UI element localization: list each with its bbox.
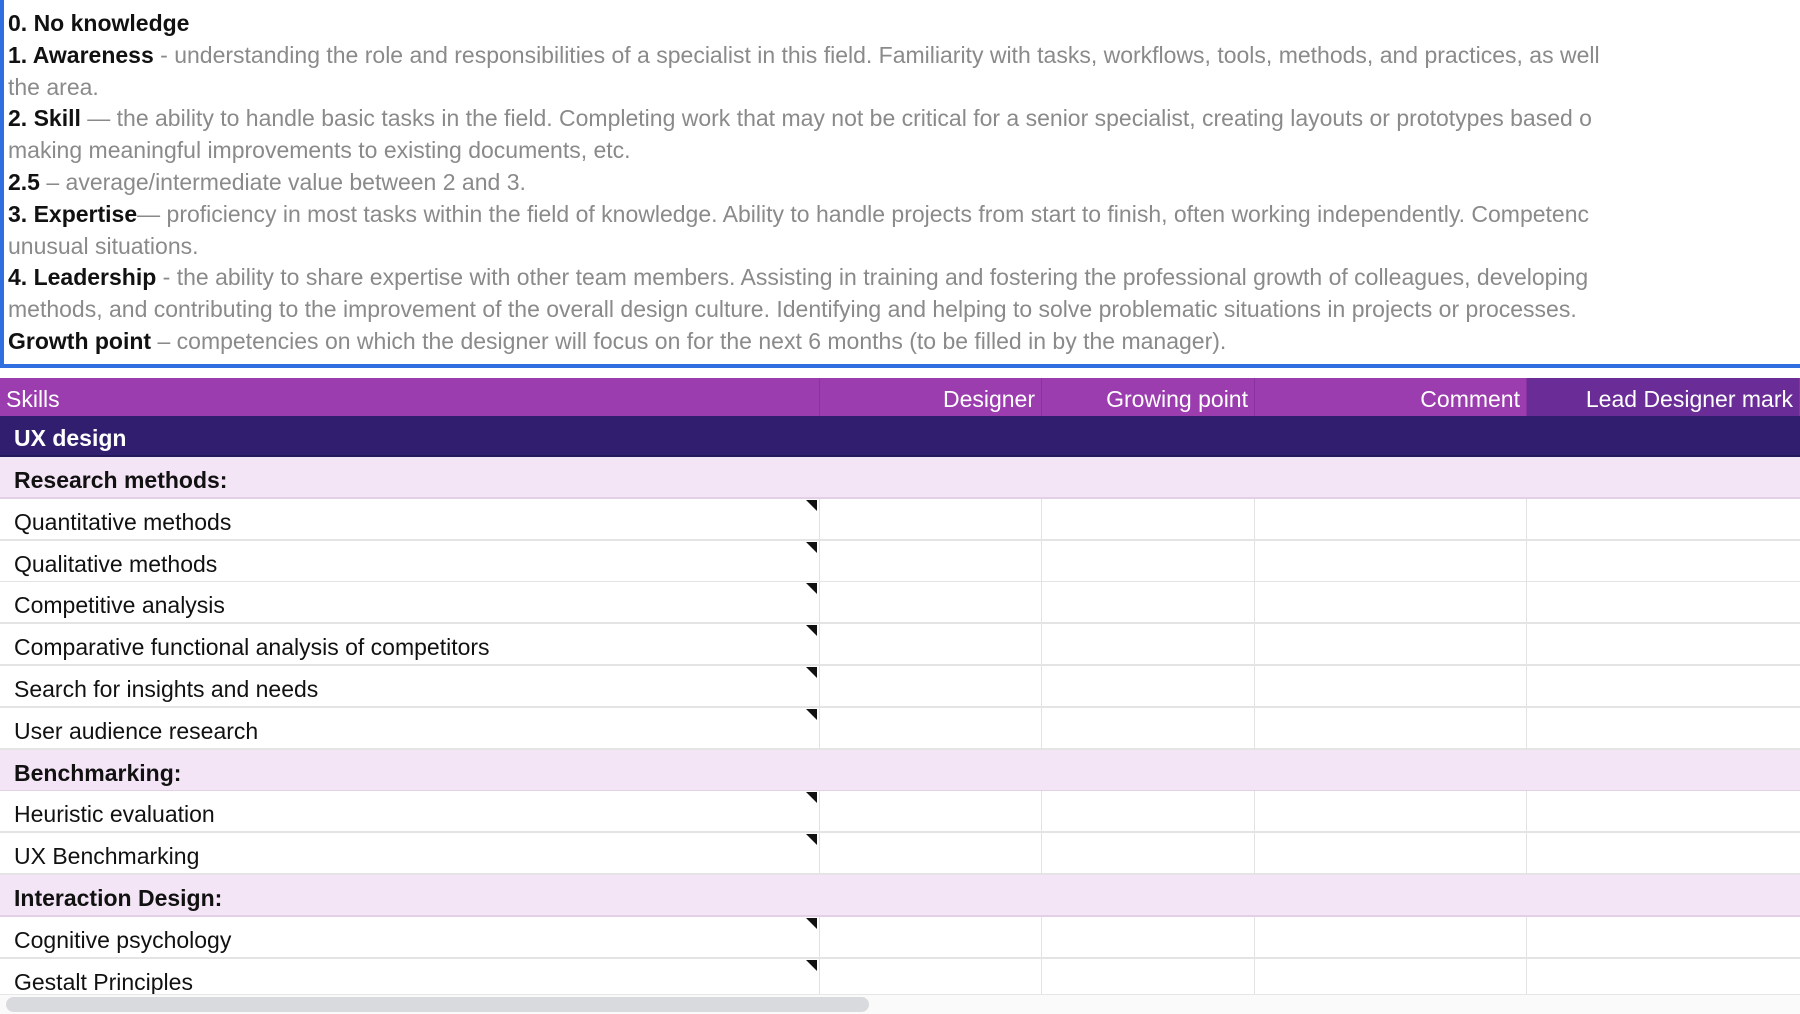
legend-line bbox=[8, 199, 1800, 231]
designer-cell[interactable] bbox=[820, 833, 1042, 873]
comment-indicator-icon[interactable] bbox=[806, 583, 817, 594]
legend-line bbox=[8, 262, 1800, 294]
lead-designer-mark-cell[interactable] bbox=[1527, 582, 1800, 622]
comment-cell[interactable] bbox=[1255, 791, 1527, 831]
designer-cell[interactable] bbox=[820, 499, 1042, 539]
lead-designer-mark-cell[interactable] bbox=[1527, 499, 1800, 539]
comment-cell[interactable] bbox=[1255, 624, 1527, 664]
growing-point-cell[interactable] bbox=[1042, 499, 1255, 539]
legend-line bbox=[8, 294, 1800, 326]
designer-cell[interactable] bbox=[820, 666, 1042, 706]
table-header-row bbox=[0, 378, 1800, 416]
legend-description: methods, and contributing to the improvement of the overall design culture. Identifying and helping to solve problematic situations in projects or processes. bbox=[8, 296, 1577, 323]
skill-row bbox=[0, 791, 1800, 833]
comment-cell[interactable] bbox=[1255, 582, 1527, 622]
growing-point-cell[interactable] bbox=[1042, 791, 1255, 831]
lead-designer-mark-cell[interactable] bbox=[1527, 833, 1800, 873]
growing-point-cell[interactable] bbox=[1042, 917, 1255, 957]
legend-description: - understanding the role and responsibilities of a specialist in this field. Familiarity with tasks, workflows, tools, methods, and practices, as well bbox=[153, 41, 1600, 68]
skill-row bbox=[0, 959, 1800, 994]
legend-description: – competencies on which the designer will focus on for the next 6 months (to be filled in by the manager). bbox=[151, 327, 1227, 354]
skills-table bbox=[0, 378, 1800, 994]
legend-level-label: 2. Skill bbox=[8, 105, 81, 132]
lead-designer-mark-cell[interactable] bbox=[1527, 624, 1800, 664]
designer-cell[interactable] bbox=[820, 708, 1042, 748]
legend-line bbox=[8, 72, 1800, 104]
category-label[interactable]: Interaction Design: bbox=[14, 885, 223, 911]
skill-name: Qualitative methods bbox=[14, 550, 218, 577]
skill-name-cell[interactable] bbox=[0, 582, 820, 622]
category-row bbox=[0, 457, 1800, 499]
skill-row bbox=[0, 917, 1800, 959]
legend-line bbox=[8, 103, 1800, 135]
skill-name: Cognitive psychology bbox=[14, 926, 232, 953]
comment-cell[interactable] bbox=[1255, 499, 1527, 539]
comment-indicator-icon[interactable] bbox=[806, 500, 817, 511]
comment-indicator-icon[interactable] bbox=[806, 667, 817, 678]
skill-name: Search for insights and needs bbox=[14, 676, 319, 702]
growing-point-cell[interactable] bbox=[1042, 833, 1255, 873]
comment-cell[interactable] bbox=[1255, 917, 1527, 957]
skill-name-cell[interactable] bbox=[0, 624, 820, 664]
section-row-ux-design[interactable] bbox=[0, 416, 1800, 457]
legend-description: making meaningful improvements to existing documents, etc. bbox=[8, 137, 631, 164]
growing-point-cell[interactable] bbox=[1042, 582, 1255, 622]
legend-line bbox=[8, 231, 1800, 263]
designer-cell[interactable] bbox=[820, 791, 1042, 831]
comment-cell[interactable] bbox=[1255, 666, 1527, 706]
skill-name: User audience research bbox=[14, 717, 259, 744]
skill-row bbox=[0, 708, 1800, 750]
skill-name-cell[interactable] bbox=[0, 666, 820, 706]
rating-scale-legend[interactable] bbox=[0, 0, 1800, 368]
comment-cell[interactable] bbox=[1255, 959, 1527, 994]
skill-name-cell[interactable] bbox=[0, 541, 820, 581]
legend-level-label: 4. Leadership bbox=[8, 264, 157, 291]
designer-cell[interactable] bbox=[820, 624, 1042, 664]
lead-designer-mark-cell[interactable] bbox=[1527, 666, 1800, 706]
header-designer[interactable]: Designer bbox=[820, 378, 1042, 416]
section-label: UX design bbox=[14, 425, 127, 451]
comment-indicator-icon[interactable] bbox=[806, 792, 817, 803]
horizontal-scrollbar[interactable] bbox=[0, 994, 1800, 1014]
header-lead-designer-mark[interactable]: Lead Designer mark bbox=[1527, 378, 1800, 416]
designer-cell[interactable] bbox=[820, 541, 1042, 581]
legend-description: — proficiency in most tasks within the field of knowledge. Ability to handle projects from start to finish, often working independently. Competenc bbox=[137, 200, 1590, 227]
skill-row bbox=[0, 833, 1800, 875]
skill-name-cell[interactable] bbox=[0, 791, 820, 831]
comment-indicator-icon[interactable] bbox=[806, 709, 817, 720]
legend-level-label: 2.5 bbox=[8, 168, 40, 195]
comment-indicator-icon[interactable] bbox=[806, 834, 817, 845]
skill-row bbox=[0, 541, 1800, 583]
legend-description: — the ability to handle basic tasks in the field. Completing work that may not be critical for a senior specialist, creating layouts or prototypes based o bbox=[80, 105, 1592, 132]
lead-designer-mark-cell[interactable] bbox=[1527, 959, 1800, 994]
skill-name-cell[interactable] bbox=[0, 959, 820, 994]
legend-level-label: Growth point bbox=[8, 327, 152, 354]
comment-indicator-icon[interactable] bbox=[806, 960, 817, 971]
skill-name: Heuristic evaluation bbox=[14, 801, 215, 828]
skill-name-cell[interactable] bbox=[0, 499, 820, 539]
header-skills[interactable]: Skills bbox=[0, 378, 820, 416]
scrollbar-thumb[interactable] bbox=[6, 997, 869, 1012]
growing-point-cell[interactable] bbox=[1042, 708, 1255, 748]
legend-line bbox=[8, 326, 1800, 358]
comment-indicator-icon[interactable] bbox=[806, 625, 817, 636]
category-row bbox=[0, 750, 1800, 792]
lead-designer-mark-cell[interactable] bbox=[1527, 541, 1800, 581]
skill-name: Gestalt Principles bbox=[14, 968, 193, 994]
category-label[interactable]: Research methods: bbox=[14, 467, 228, 493]
comment-cell[interactable] bbox=[1255, 708, 1527, 748]
category-row bbox=[0, 875, 1800, 917]
legend-description: the area. bbox=[8, 73, 99, 100]
growing-point-cell[interactable] bbox=[1042, 666, 1255, 706]
legend-line bbox=[8, 167, 1800, 199]
legend-description: unusual situations. bbox=[8, 232, 199, 259]
legend-level-label: 0. No knowledge bbox=[8, 10, 190, 36]
comment-cell[interactable] bbox=[1255, 541, 1527, 581]
legend-description: – average/intermediate value between 2 and 3. bbox=[39, 168, 526, 195]
designer-cell[interactable] bbox=[820, 959, 1042, 994]
legend-line bbox=[8, 8, 1800, 40]
skill-name: Quantitative methods bbox=[14, 508, 232, 535]
category-label[interactable]: Benchmarking: bbox=[14, 759, 182, 786]
skill-name: Comparative functional analysis of competitors bbox=[14, 634, 490, 661]
comment-cell[interactable] bbox=[1255, 833, 1527, 873]
header-growing-point[interactable]: Growing point bbox=[1042, 378, 1255, 416]
comment-indicator-icon[interactable] bbox=[806, 542, 817, 553]
header-comment[interactable]: Comment bbox=[1255, 378, 1527, 416]
growing-point-cell[interactable] bbox=[1042, 541, 1255, 581]
skill-row bbox=[0, 624, 1800, 666]
comment-indicator-icon[interactable] bbox=[806, 918, 817, 929]
skill-name-cell[interactable] bbox=[0, 833, 820, 873]
legend-description: - the ability to share expertise with other team members. Assisting in training and fostering the professional growth of colleagues, developing bbox=[156, 264, 1589, 291]
skill-name-cell[interactable] bbox=[0, 708, 820, 748]
designer-cell[interactable] bbox=[820, 582, 1042, 622]
legend-level-label: 1. Awareness bbox=[8, 41, 154, 68]
skill-name: Competitive analysis bbox=[14, 592, 225, 619]
growing-point-cell[interactable] bbox=[1042, 959, 1255, 994]
legend-line bbox=[8, 135, 1800, 167]
legend-line bbox=[8, 40, 1800, 72]
skill-name-cell[interactable] bbox=[0, 917, 820, 957]
skill-row bbox=[0, 666, 1800, 708]
lead-designer-mark-cell[interactable] bbox=[1527, 791, 1800, 831]
growing-point-cell[interactable] bbox=[1042, 624, 1255, 664]
designer-cell[interactable] bbox=[820, 917, 1042, 957]
skill-name: UX Benchmarking bbox=[14, 843, 200, 870]
skill-row bbox=[0, 499, 1800, 541]
lead-designer-mark-cell[interactable] bbox=[1527, 917, 1800, 957]
skill-row bbox=[0, 582, 1800, 624]
lead-designer-mark-cell[interactable] bbox=[1527, 708, 1800, 748]
legend-level-label: 3. Expertise bbox=[8, 200, 138, 227]
